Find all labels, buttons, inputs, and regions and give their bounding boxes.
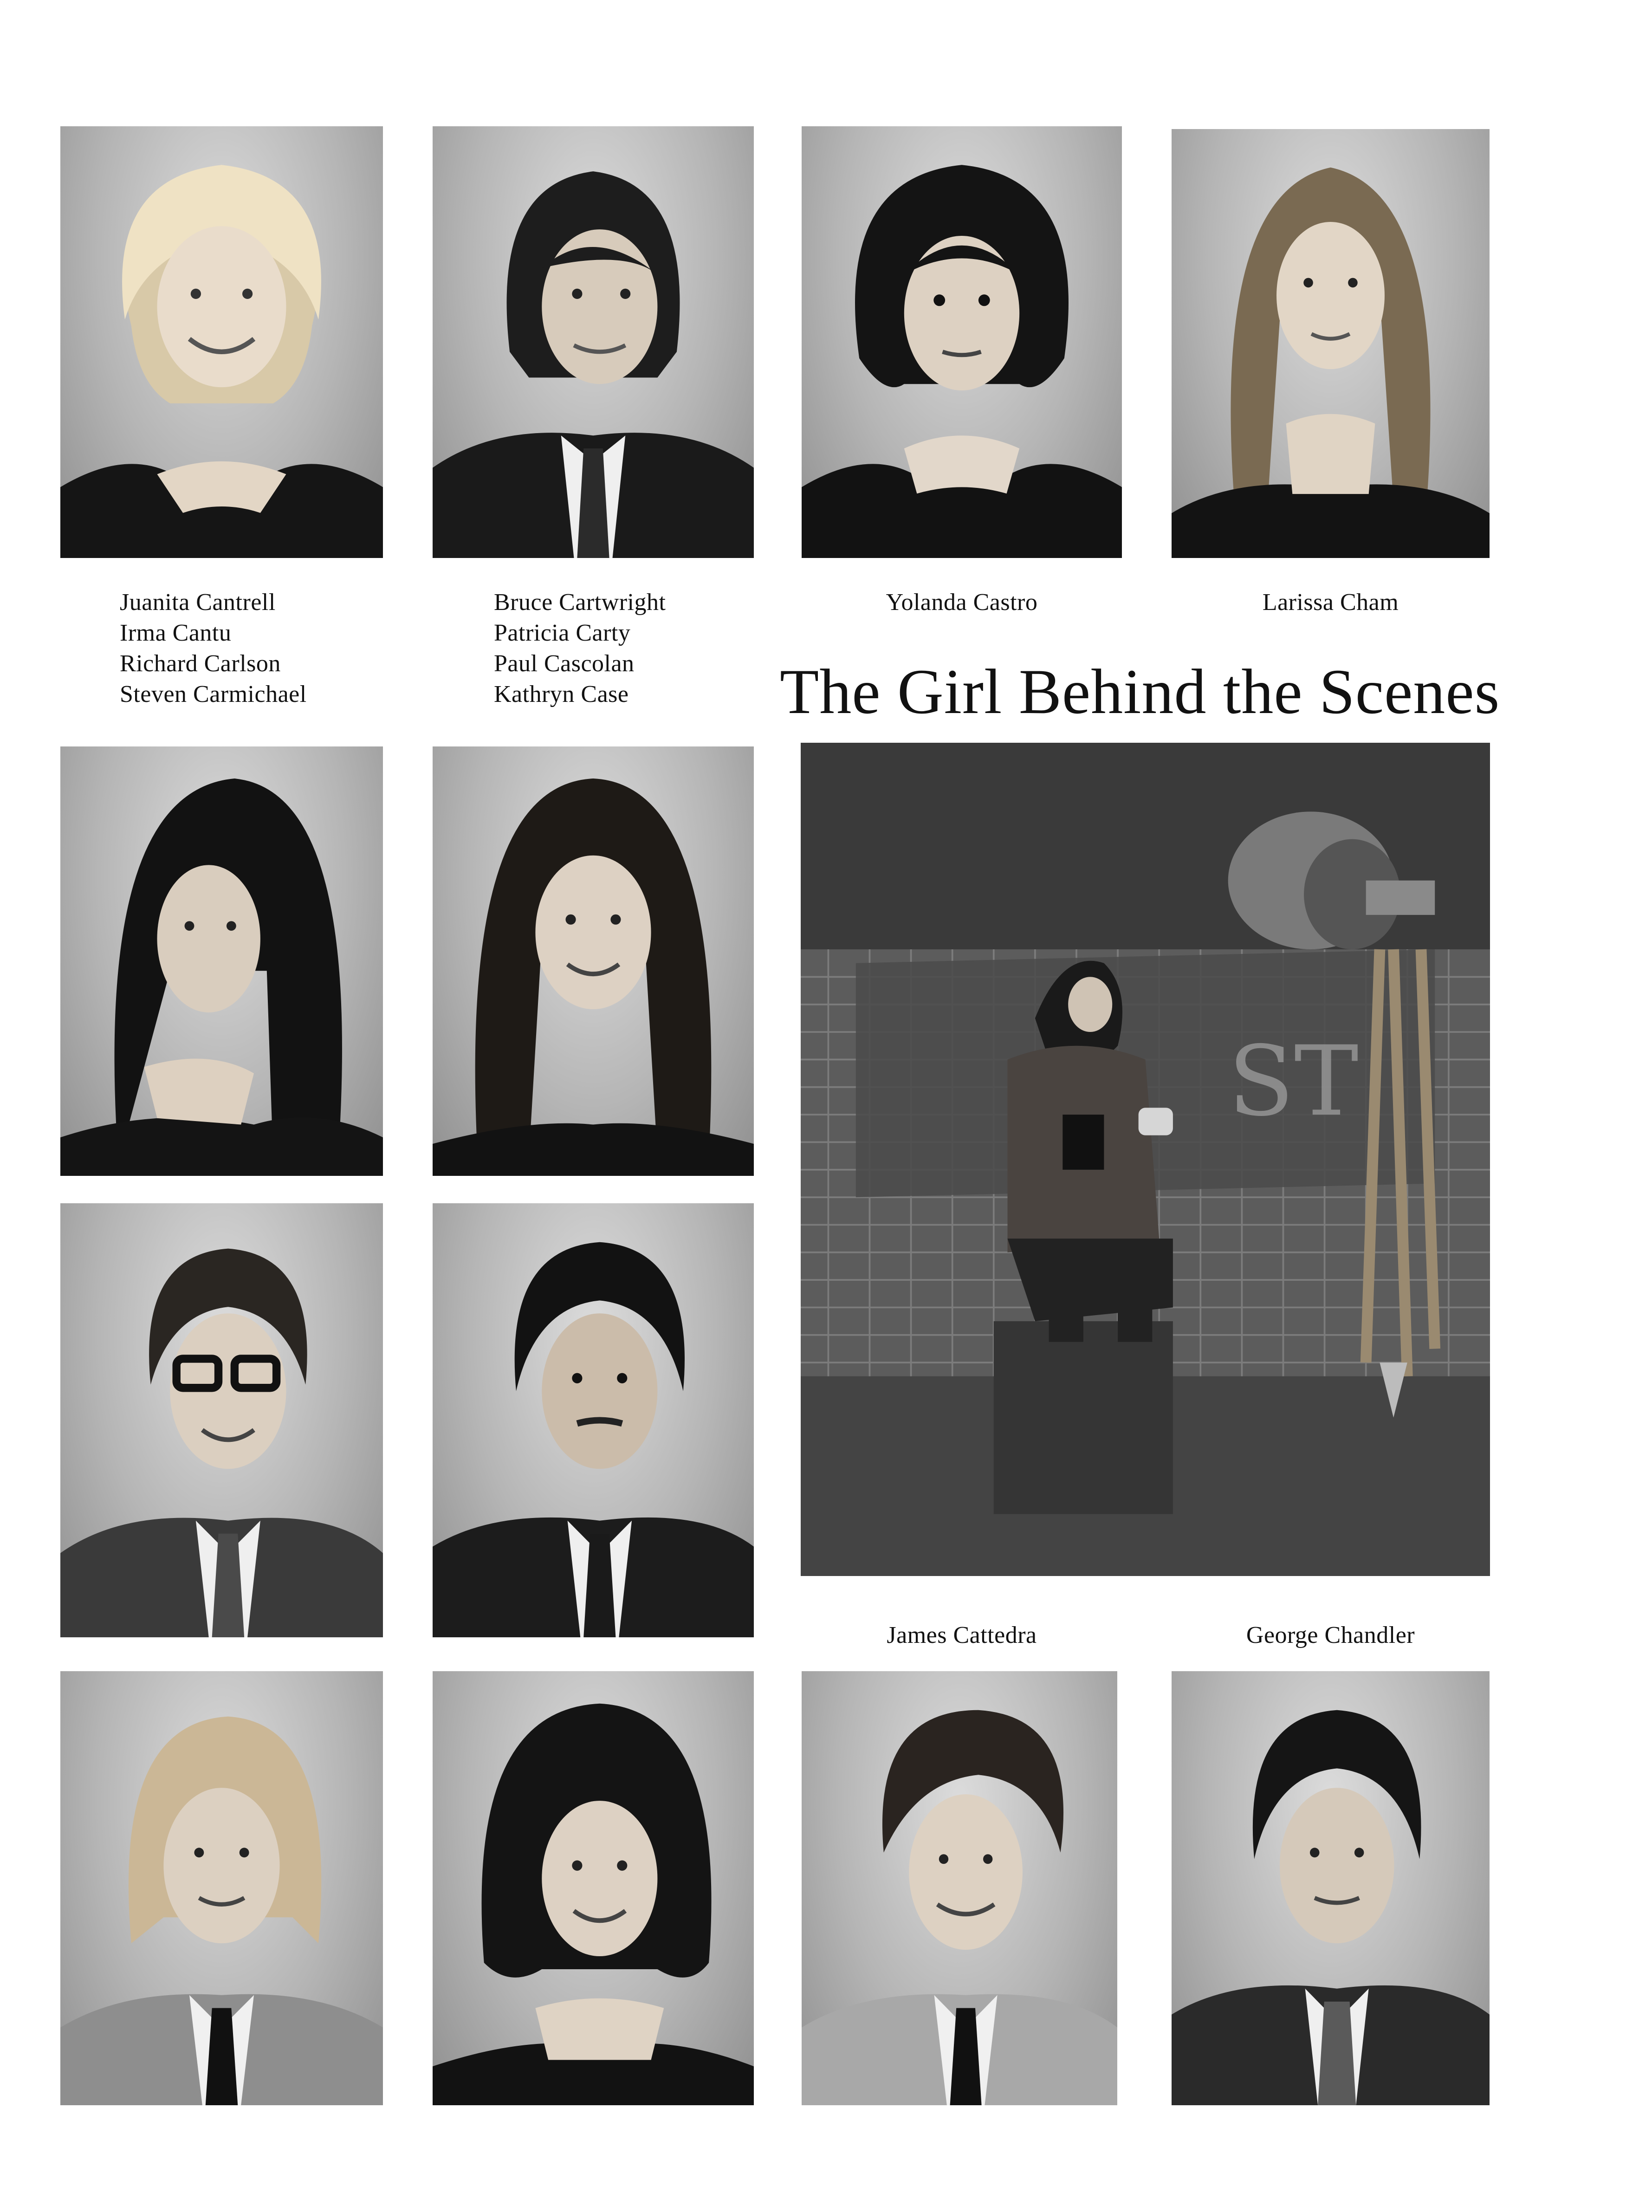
- portrait-paul-cascolan: [433, 1203, 754, 1637]
- caption-name: Richard Carlson: [120, 650, 281, 677]
- portrait-george-chandler: [1172, 1671, 1490, 2105]
- portrait-steven-carmichael: [60, 1671, 383, 2105]
- portrait-richard-carlson: [60, 1203, 383, 1637]
- caption-cattedra: James Cattedra: [887, 1622, 1037, 1648]
- caption-list-col1: [120, 587, 307, 710]
- caption-list-col2: [494, 587, 666, 710]
- caption-name: Steven Carmichael: [120, 681, 307, 707]
- caption-name: Kathryn Case: [494, 681, 629, 707]
- caption-name: Patricia Carty: [494, 620, 631, 646]
- feature-headline: The Girl Behind the Scenes: [780, 656, 1500, 727]
- portrait-kathryn-case: [433, 1671, 754, 2105]
- svg-text:ST: ST: [1228, 1025, 1359, 1138]
- caption-name: Bruce Cartwright: [494, 589, 666, 616]
- portrait-larissa-cham: [1172, 129, 1490, 558]
- portrait-juanita-cantrell: [60, 126, 383, 558]
- caption-name: Juanita Cantrell: [120, 589, 276, 616]
- caption-cham: Larissa Cham: [1262, 589, 1399, 616]
- portrait-irma-cantu: [60, 746, 383, 1176]
- caption-name: Paul Cascolan: [494, 650, 635, 677]
- portrait-bruce-cartwright: [433, 126, 754, 558]
- portrait-patricia-carty: [433, 746, 754, 1176]
- portrait-james-cattedra: [802, 1671, 1117, 2105]
- feature-photo: [801, 743, 1490, 1576]
- caption-name: Irma Cantu: [120, 620, 232, 646]
- portrait-yolanda-castro: [802, 126, 1122, 558]
- caption-chandler: George Chandler: [1246, 1622, 1415, 1648]
- caption-castro: Yolanda Castro: [886, 589, 1038, 616]
